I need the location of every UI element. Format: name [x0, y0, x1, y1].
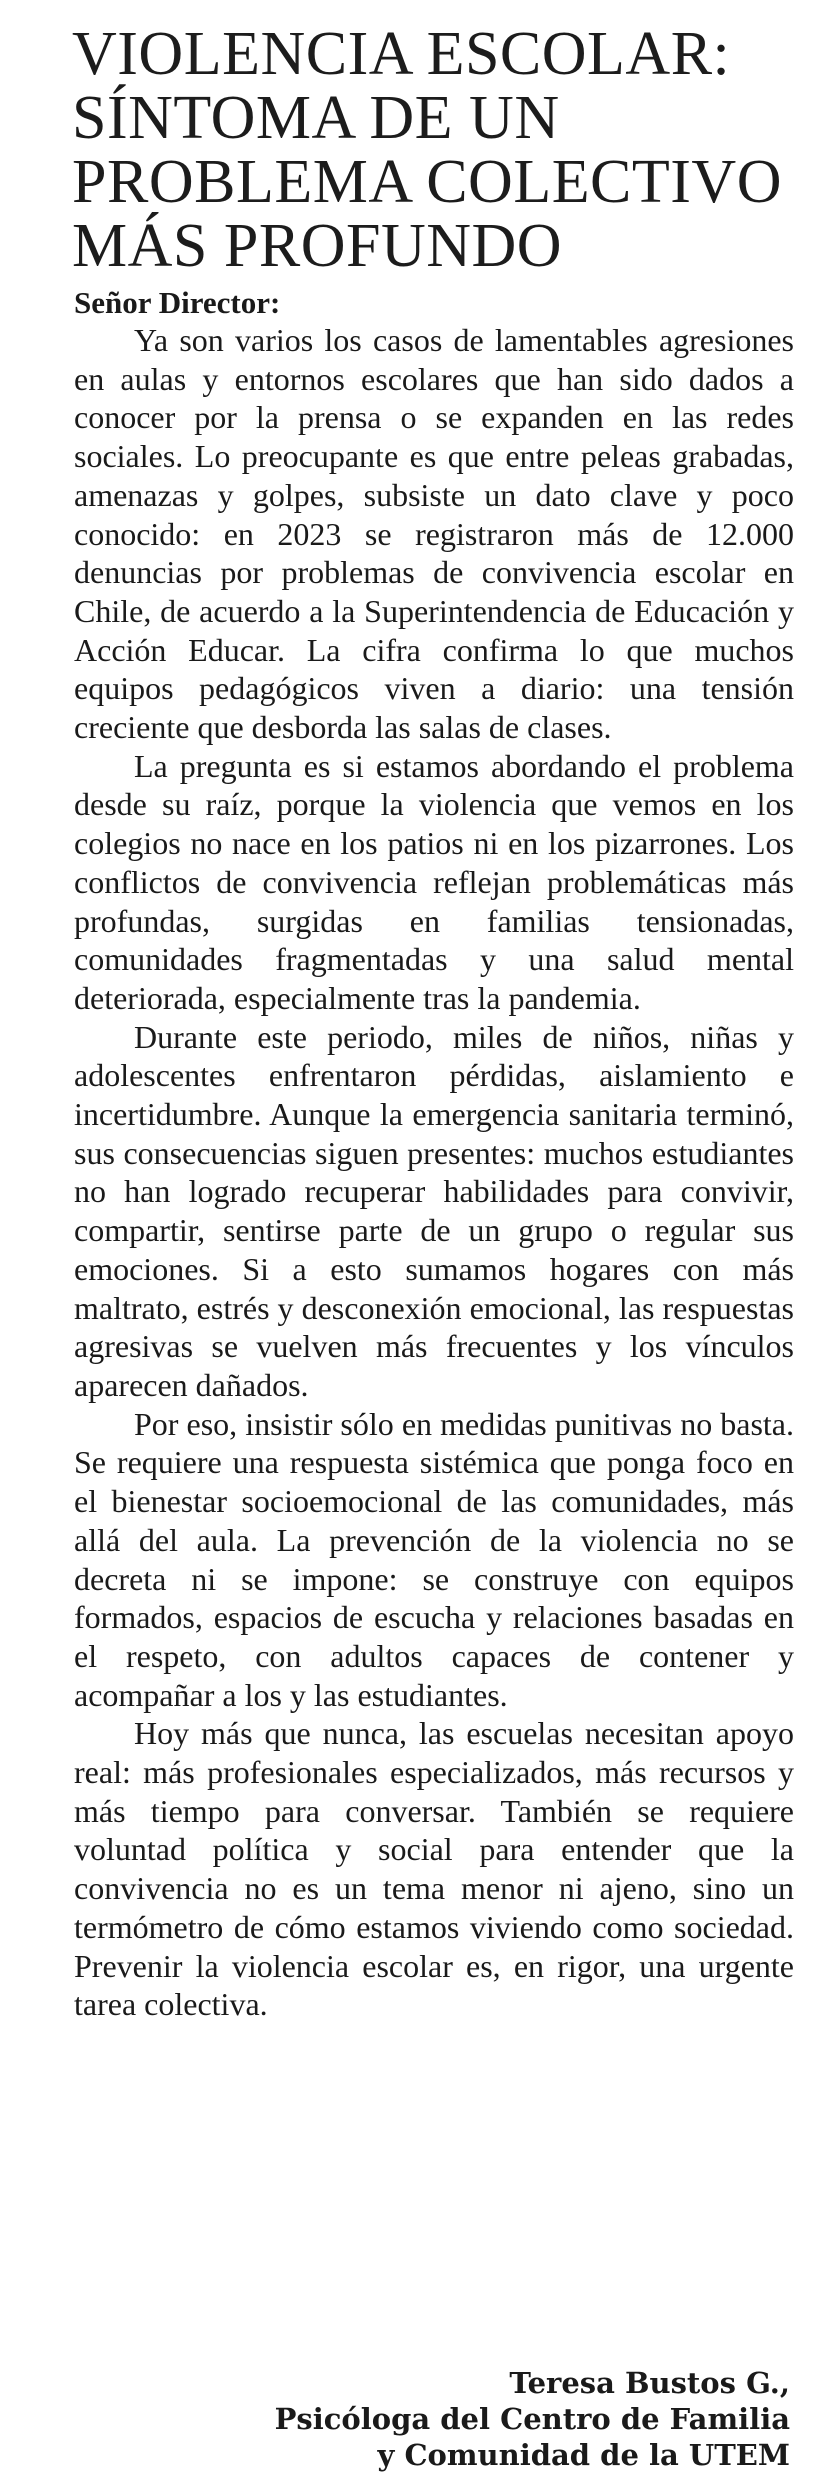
signature-role: y Comunidad de la UTEM [377, 2438, 790, 2472]
signature-name: Teresa Bustos G., [509, 2366, 790, 2400]
headline-line: VIOLENCIA ESCOLAR: [72, 20, 731, 88]
headline [72, 22, 792, 278]
headline-line: SÍNTOMA DE UN [72, 84, 560, 152]
signature-block [275, 2365, 790, 2473]
body-paragraph: La pregunta es si estamos abordando el problema desde su raíz, porque la violencia que vemos en los colegios no nace en los patios ni en los pizarrones. Los conflictos de convivencia reflejan problemáticas más profundas, surgidas en familias tensionadas, comunidades fragmentadas y una salud mental deteriorada, especialmente tras la pandemia. [74, 747, 794, 1016]
body-paragraph: Durante este periodo, miles de niños, niñas y adolescentes enfrentaron pérdidas, aislamiento e incertidumbre. Aunque la emergencia sanitaria terminó, sus consecuencias siguen presentes: muchos estudiantes no han logrado recuperar habilidades para convivir, compartir, sentirse parte de un grupo o regular sus emociones. Si a esto sumamos hogares con más maltrato, estrés y desconexión emocional, las respuestas agresivas se vuelven más frecuentes y los vínculos aparecen dañados. [74, 1018, 794, 1403]
letter-body [74, 321, 794, 2024]
body-paragraph: Ya son varios los casos de lamentables agresiones en aulas y entornos escolares que han sido dados a conocer por la prensa o se expanden en las redes sociales. Lo preocupante es que entre peleas grabadas, amenazas y golpes, subsiste un dato clave y poco conocido: en 2023 se registraron más de 12.000 denuncias por problemas de convivencia escolar en Chile, de acuerdo a la Superintendencia de Educación y Acción Educar. La cifra confirma lo que muchos equipos pedagógicos viven a diario: una tensión creciente que desborda las salas de clases. [74, 322, 794, 746]
signature-role: Psicóloga del Centro de Familia [274, 2402, 790, 2436]
salutation: Señor Director: [74, 285, 281, 320]
body-paragraph: Hoy más que nunca, las escuelas necesitan apoyo real: más profesionales especializados, más recursos y más tiempo para conversar. También se requiere voluntad política y social para entender que la convivencia no es un tema menor ni ajeno, sino un termómetro de cómo estamos viviendo como sociedad. Prevenir la violencia escolar es, en rigor, una urgente tarea colectiva. [74, 1715, 794, 2023]
body-paragraph: Por eso, insistir sólo en medidas punitivas no basta. Se requiere una respuesta sistémica que ponga foco en el bienestar socioemocional de las comunidades, más allá del aula. La prevención de la violencia no se decreta ni se impone: se construye con equipos formados, espacios de escucha y relaciones basadas en el respeto, con adultos capaces de contener y acompañar a los y las estudiantes. [74, 1405, 794, 1713]
headline-line: PROBLEMA COLECTIVO [72, 148, 782, 216]
headline-line: MÁS PROFUNDO [72, 212, 563, 280]
